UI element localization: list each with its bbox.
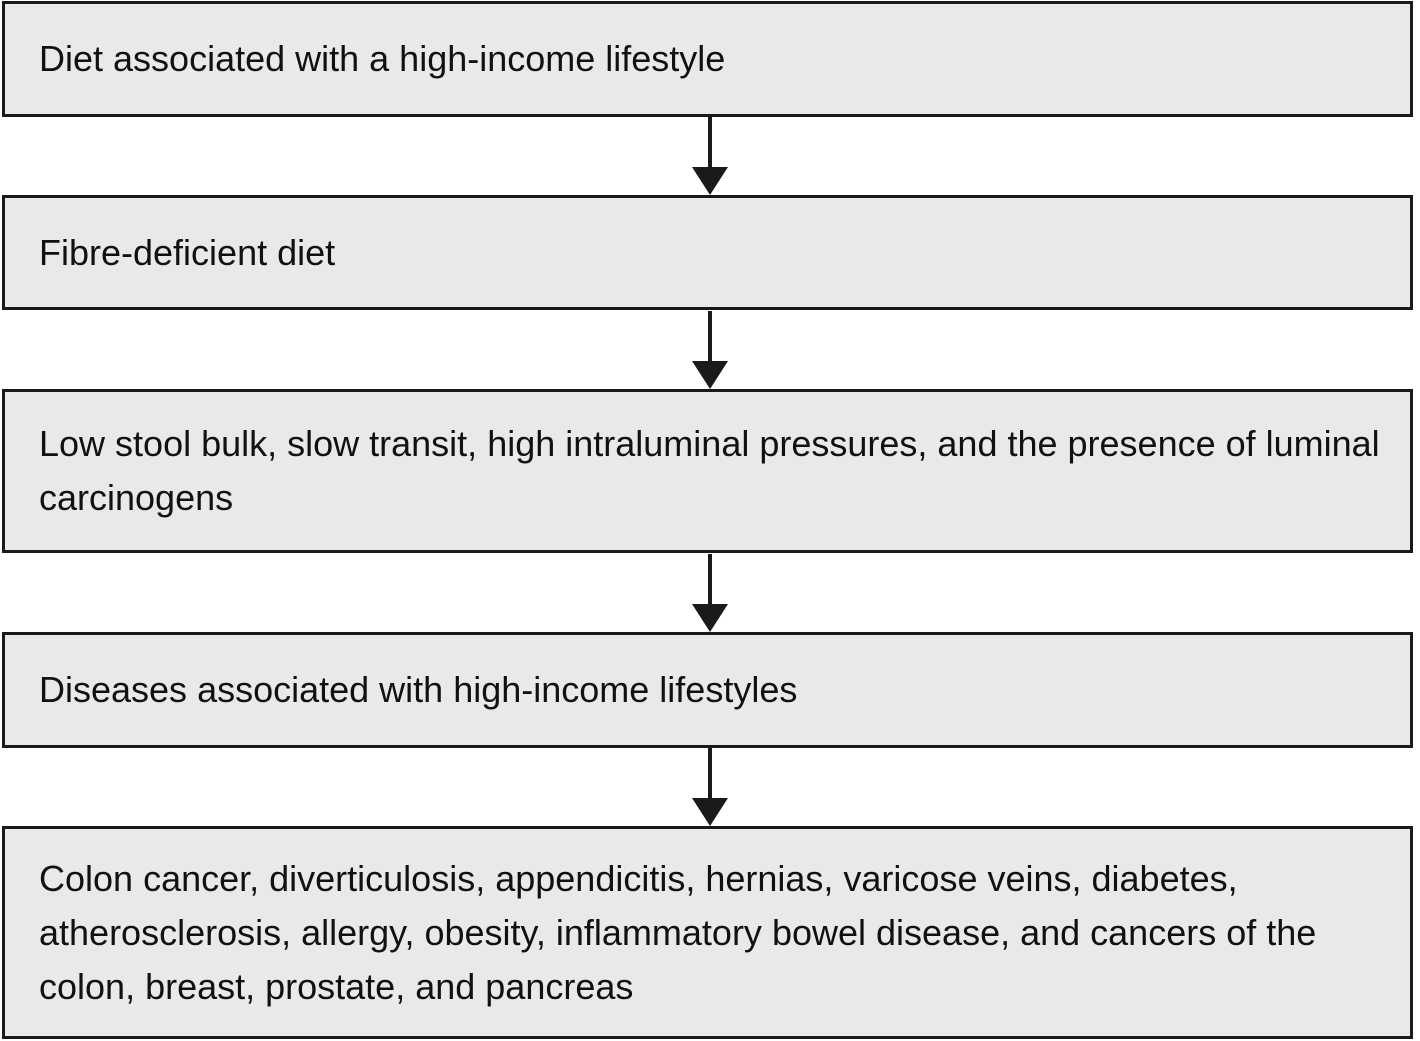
- down-arrow-icon: [689, 554, 731, 632]
- step-box-fibre-deficient: [2, 195, 1413, 310]
- step-text: Colon cancer, diverticulosis, appendicitis, hernias, varicose veins, diabetes, atherosclerosis, allergy, obesity, inflammatory bowel disease, and cancers of the colon, breast, prostate, and pancreas: [39, 857, 1317, 1007]
- step-text: Diseases associated with high-income lifestyles: [39, 669, 798, 710]
- step-box-diet-high-income: [2, 1, 1413, 117]
- step-text: Fibre-deficient diet: [39, 231, 336, 273]
- step-text: Low stool bulk, slow transit, high intraluminal pressures, and the presence of luminal carcinogens: [39, 423, 1380, 518]
- step-box-low-stool-bulk: [2, 389, 1413, 553]
- step-box-disease-list: [2, 826, 1413, 1039]
- down-arrow-icon: [689, 117, 731, 195]
- step-text: Diet associated with a high-income lifestyle: [39, 38, 726, 79]
- step-box-diseases-high-income: [2, 632, 1413, 748]
- down-arrow-icon: [689, 311, 731, 389]
- down-arrow-icon: [689, 748, 731, 826]
